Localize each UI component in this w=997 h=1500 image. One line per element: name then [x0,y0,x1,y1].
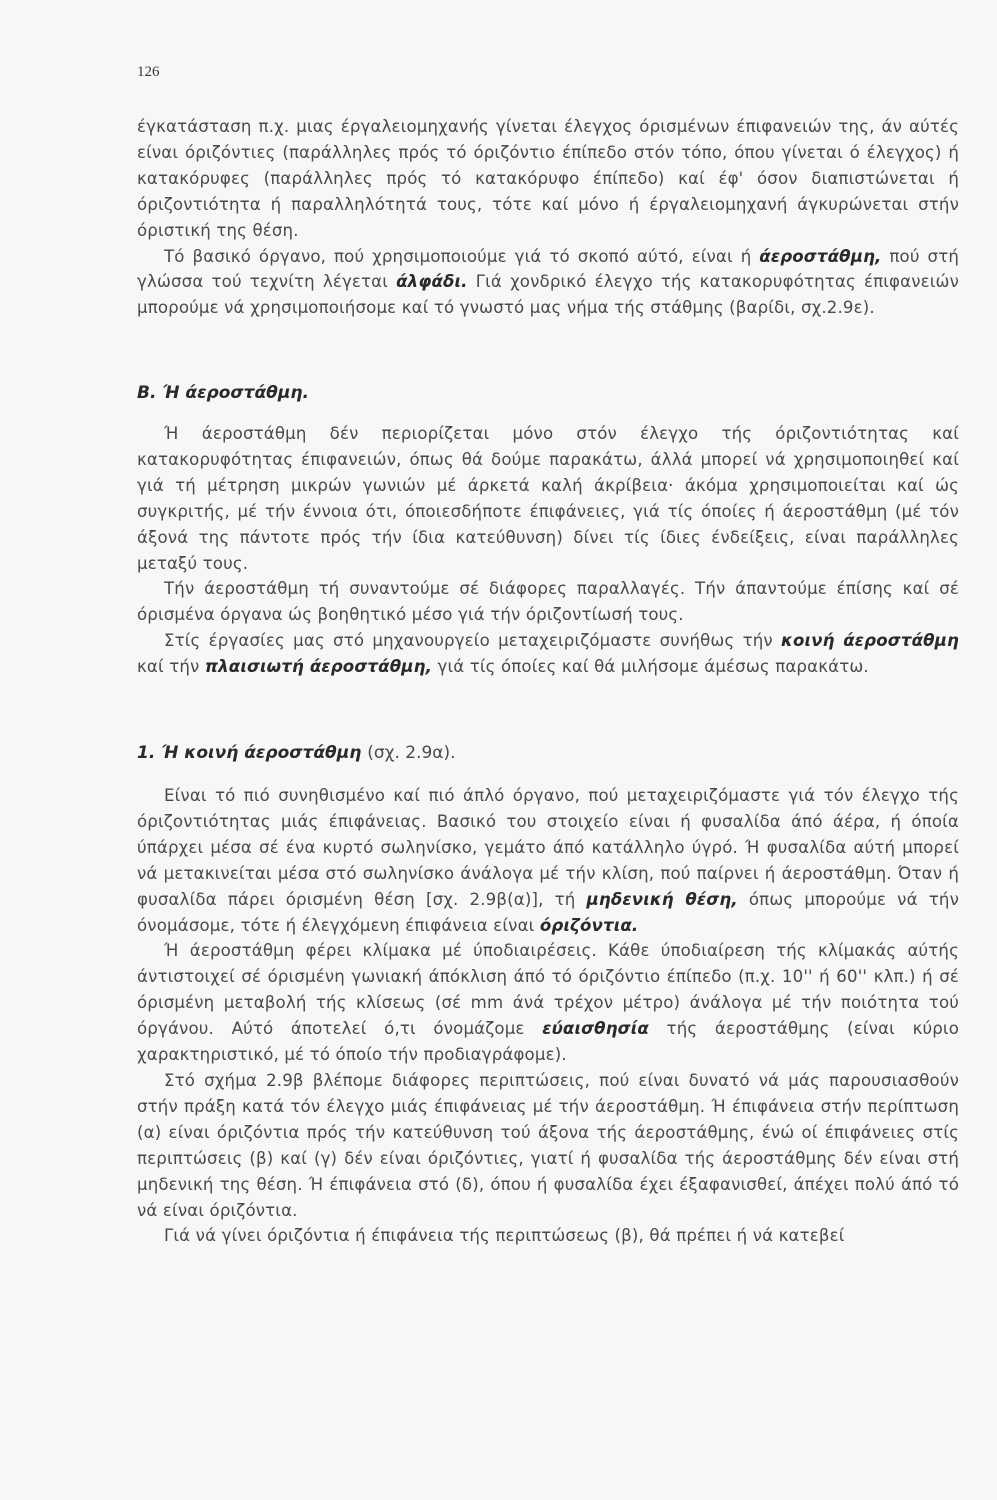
term-aerostathmi: άεροστάθμη, [759,246,882,266]
intro-text [137,114,959,321]
page-number: 126 [137,64,160,80]
section-heading-b: Β. Ή άεροστάθμη. [137,383,309,403]
paragraph: Τό βασικό όργανο, πού χρησιμοποιούμε γιά τό σκοπό αύτό, είναι ή άεροστάθμη, πού στή γλώσσα τού τεχνίτη λέγεται άλφάδι. Γιά χονδρικό έλεγχο τής κατακορυφότητας έπιφανειών μπορούμε νά χρησιμοποιήσομε καί τό γνωστό μας νήμα τής στάθμης (βαρίδι, σχ.2.9ε). [137,246,959,318]
term-midenikh: μηδενική θέση, [586,889,738,909]
term-euaisthisia: εύαισθησία [542,1019,649,1039]
paragraph: Ή άεροστάθμη δέν περιορίζεται μόνο στόν έλεγχο τής όριζοντιότητας καί κατακορυφότητας έπιφανειών, όπως θά δούμε παρακάτω, άλλά μπορεί νά χρησιμοποιηθεί καί γιά τή μέτρηση μικρών γωνιών μέ άρκετά καλή άκρίβεια· άκόμα χρησιμοποιείται καί ώς συγκριτής, μέ τήν έννοια ότι, όποιεσδήποτε έπιφάνειες, γιά τίς όποίες ή άεροστάθμη (μέ τόν άξονά της πάντοτε πρός τήν ίδια κατεύθυνση) δίνει τίς ίδιες ένδείξεις, είναι παράλληλες μεταξύ τους. [137,424,959,573]
term-orizontia: όριζόντια. [539,915,639,935]
term-alfadi: άλφάδι. [396,272,468,292]
paragraph: Γιά νά γίνει όριζόντια ή έπιφάνεια τής περιπτώσεως (β), θά πρέπει ή νά κατεβεί [164,1226,845,1246]
paragraph: Στίς έργασίες μας στό μηχανουργείο μεταχειριζόμαστε συνήθως τήν κοινή άεροστάθμη καί τήν πλαισιωτή άεροστάθμη, γιά τίς όποίες καί θά μιλήσομε άμέσως παρακάτω. [137,631,960,677]
paragraph: Τήν άεροστάθμη τή συναντούμε σέ διάφορες παραλλαγές. Τήν άπαντούμε έπίσης καί σέ όρισμένα όργανα ώς βοηθητικό μέσο γιά τήν όριζοντίωσή τους. [137,579,959,625]
paragraph: Ή άεροστάθμη φέρει κλίμακα μέ ύποδιαιρέσεις. Κάθε ύποδιαίρεση τής κλίμακάς αύτής άντιστοιχεί σέ όρισμένη γωνιακή άπόκλιση άπό τό όριζόντιο έπίπεδο (π.χ. 10'' ή 60'' κλπ.) ή σέ όρισμένη μεταβολή τής κλίσεως (σέ mm άνά τρέχον μέτρο) άνάλογα μέ τήν ποιότητα τού όργάνου. Αύτό άποτελεί ό,τι όνομάζομε εύαισθησία τής άεροστάθμης (είναι κύριο χαρακτηριστικό, μέ τό όποίο τήν προδιαγράφομε). [137,941,959,1065]
paragraph: έγκατάσταση π.χ. μιας έργαλειομηχανής γίνεται έλεγχος όρισμένων έπιφανειών της, άν αύτές είναι όριζόντιες (παράλληλες πρός τό όριζόντιο έπίπεδο στόν τόπο, όπου γίνεται ό έλεγχος) ή κατακόρυφες (παράλληλες πρός τό κατακόρυφο έπίπεδο) καί έφ' όσον διαπιστώνεται ή όριζοντιότητα ή παραλληλότητά τους, τότε καί μόνο ή έργαλειομηχανή άγκυρώνεται στήν όριστική της θέση. [137,117,959,240]
paragraph: Στό σχήμα 2.9β βλέπομε διάφορες περιπτώσεις, πού είναι δυνατό νά μάς παρουσιασθούν στήν πράξη κατά τόν έλεγχο μιάς έπιφάνειας μέ τήν άεροστάθμη. Ή έπιφάνεια στήν περίπτωση (α) είναι όριζόντια πρός τήν κατεύθυνση τού άξονα τής άεροστάθμης, ένώ οί έπιφάνειες στίς περιπτώσεις (β) καί (γ) δέν είναι όριζόντιες, γιατί ή φυσαλίδα τής άεροστάθμης δέν είναι στή μηδενική της θέση. Ή έπιφάνεια στό (δ), όπου ή φυσαλίδα έχει έξαφανισθεί, άπέχει πολύ άπό τό νά είναι όριζόντια. [137,1070,959,1220]
subsection-heading-1: 1. Ή κοινή άεροστάθμη (σχ. 2.9α). [137,743,456,763]
subsection-1-text [137,783,959,1249]
term-koini: κοινή άεροστάθμη [781,631,960,651]
term-plaisioti: πλαισιωτή άεροστάθμη, [204,657,433,677]
paragraph: Είναι τό πιό συνηθισμένο καί πιό άπλό όργανο, πού μεταχειριζόμαστε γιά τόν έλεγχο τής όριζοντιότητας μιάς έπιφάνειας. Βασικό του στοιχείο είναι ή φυσαλίδα άπό άέρα, ή όποία ύπάρχει μέσα σέ ένα κυρτό σωληνίσκο, γεμάτο άπό κατάλληλο ύγρό. Ή φυσαλίδα αύτή μπορεί νά μετακινείται μέσα στό σωληνίσκο άνάλογα μέ τήν κλίση, πού παίρνει ή άεροστάθμη. Όταν ή φυσαλίδα πάρει όρισμένη θέση [σχ. 2.9β(α)], τή μηδενική θέση, όπως μπορούμε νά τήν όνομάσομε, τότε ή έλεγχόμενη έπιφάνεια είναι όριζόντια. [137,786,959,935]
figure-ref: (σχ. 2.9α). [367,743,456,763]
section-b-text [137,421,959,680]
